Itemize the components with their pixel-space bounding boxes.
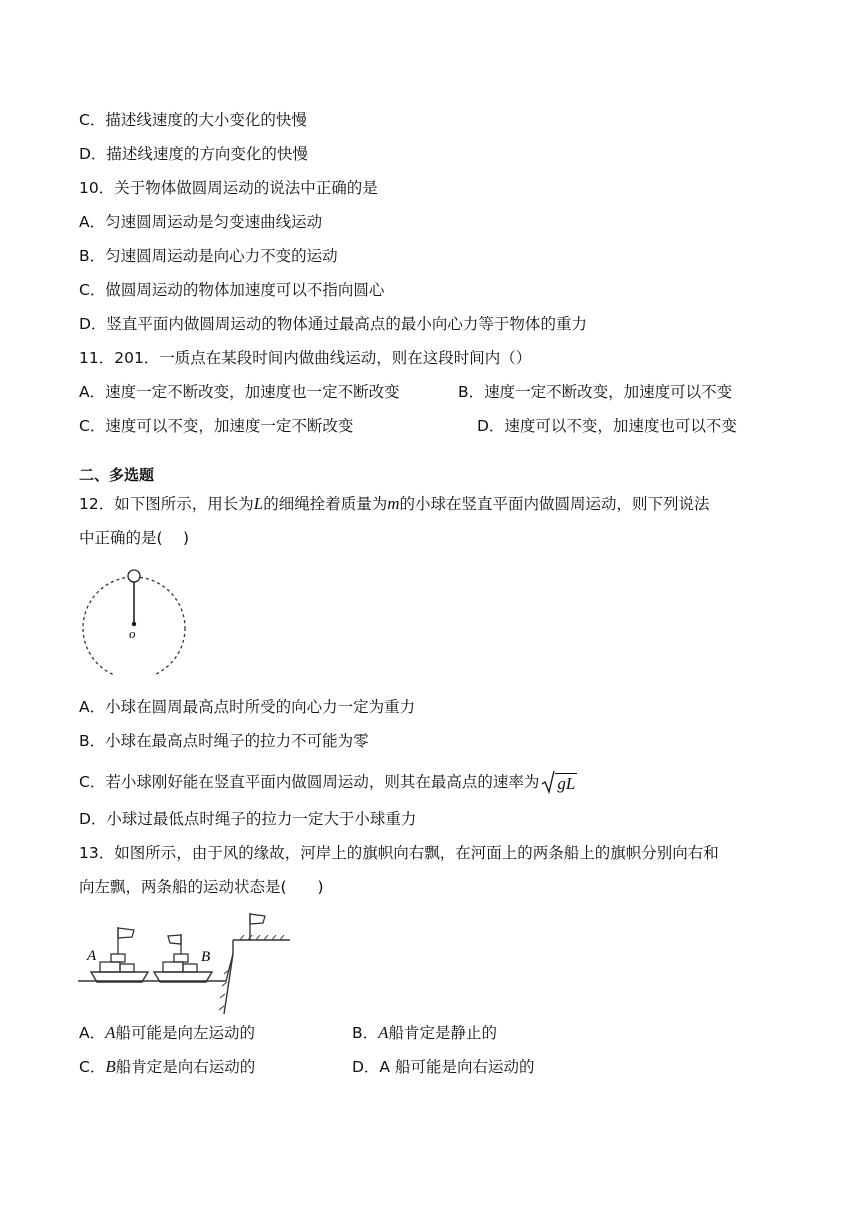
q13-stem-line2: 向左飘，两条船的运动状态是( )	[79, 878, 324, 896]
q12-circle-figure	[78, 565, 193, 675]
q12-option-d: D．小球过最低点时绳子的拉力一定大于小球重力	[79, 810, 417, 828]
q13-option-b-text: 船肯定是静止的	[388, 1024, 498, 1042]
q13-option-a-var: A	[105, 1023, 116, 1042]
q12-option-c	[79, 770, 577, 794]
q10-stem: 10．关于物体做圆周运动的说法中正确的是	[79, 179, 378, 197]
boat-b	[154, 934, 212, 982]
q11-option-a: A．速度一定不断改变，加速度也一定不断改变	[79, 383, 400, 401]
q13-option-d: D．A 船可能是向右运动的	[352, 1058, 535, 1076]
q12-stem-line1	[79, 494, 710, 514]
shore-flag-icon	[250, 914, 265, 924]
q11-option-c: C．速度可以不变，加速度一定不断改变	[79, 417, 354, 435]
boat-label-a: A	[87, 948, 97, 964]
q10-option-b: B．匀速圆周运动是向心力不变的运动	[79, 247, 338, 265]
q13-option-b-prefix: B．	[352, 1024, 379, 1042]
q13-option-c-var: B	[105, 1057, 116, 1076]
q11-option-b: B．速度一定不断改变，加速度可以不变	[458, 383, 733, 401]
q12-stem-part1: 12．如下图所示，用长为	[79, 495, 254, 513]
q10-option-a: A．匀速圆周运动是匀变速曲线运动	[79, 213, 323, 231]
section-title-multiple-choice: 二、多选题	[79, 466, 155, 484]
q12-option-b: B．小球在最高点时绳子的拉力不可能为零	[79, 732, 369, 750]
q12-var-m: m	[387, 494, 400, 513]
q9-option-d: D．描述线速度的方向变化的快慢	[79, 145, 308, 163]
flag-left-icon	[168, 935, 181, 944]
q10-option-c: C．做圆周运动的物体加速度可以不指向圆心	[79, 281, 385, 299]
q13-option-a-text: 船可能是向左运动的	[115, 1024, 256, 1042]
boat-label-b: B	[201, 949, 211, 965]
q12-var-l: L	[253, 494, 264, 513]
q13-boats-figure	[78, 910, 300, 1016]
q13-option-c-text: 船肯定是向右运动的	[115, 1058, 256, 1076]
q9-option-c: C．描述线速度的大小变化的快慢	[79, 111, 307, 129]
q13-option-b	[352, 1023, 497, 1043]
river-bank	[219, 913, 290, 1014]
sqrt-expression	[541, 770, 577, 794]
center-label-o: o	[129, 626, 136, 641]
q13-option-c-prefix: C．	[79, 1058, 106, 1076]
q12-stem-line2: 中正确的是( )	[79, 529, 190, 547]
q13-stem-line1: 13．如图所示，由于风的缘故，河岸上的旗帜向右飘，在河面上的两条船上的旗帜分别向右和	[79, 844, 719, 862]
sqrt-sign-icon	[541, 770, 555, 794]
ball	[128, 570, 140, 582]
q11-stem: 11．201．一质点在某段时间内做曲线运动，则在这段时间内（）	[79, 349, 532, 367]
q13-option-a	[79, 1023, 255, 1043]
q12-stem-part2: 的细绳拴着质量为	[263, 495, 388, 513]
q11-option-d: D．速度可以不变，加速度也可以不变	[477, 417, 737, 435]
sqrt-radicand: gL	[557, 774, 576, 793]
boat-a	[86, 927, 148, 982]
q12-option-c-text: C．若小球刚好能在竖直平面内做圆周运动，则其在最高点的速率为	[79, 773, 540, 791]
q13-option-b-var: A	[378, 1023, 389, 1042]
q13-option-c	[79, 1057, 255, 1077]
q12-option-a: A．小球在圆周最高点时所受的向心力一定为重力	[79, 698, 416, 716]
q13-option-a-prefix: A．	[79, 1024, 106, 1042]
q10-option-d: D．竖直平面内做圆周运动的物体通过最高点的最小向心力等于物体的重力	[79, 315, 587, 333]
flag-right-icon	[118, 928, 134, 938]
q12-stem-part3: 的小球在竖直平面内做圆周运动，则下列说法	[399, 495, 710, 513]
